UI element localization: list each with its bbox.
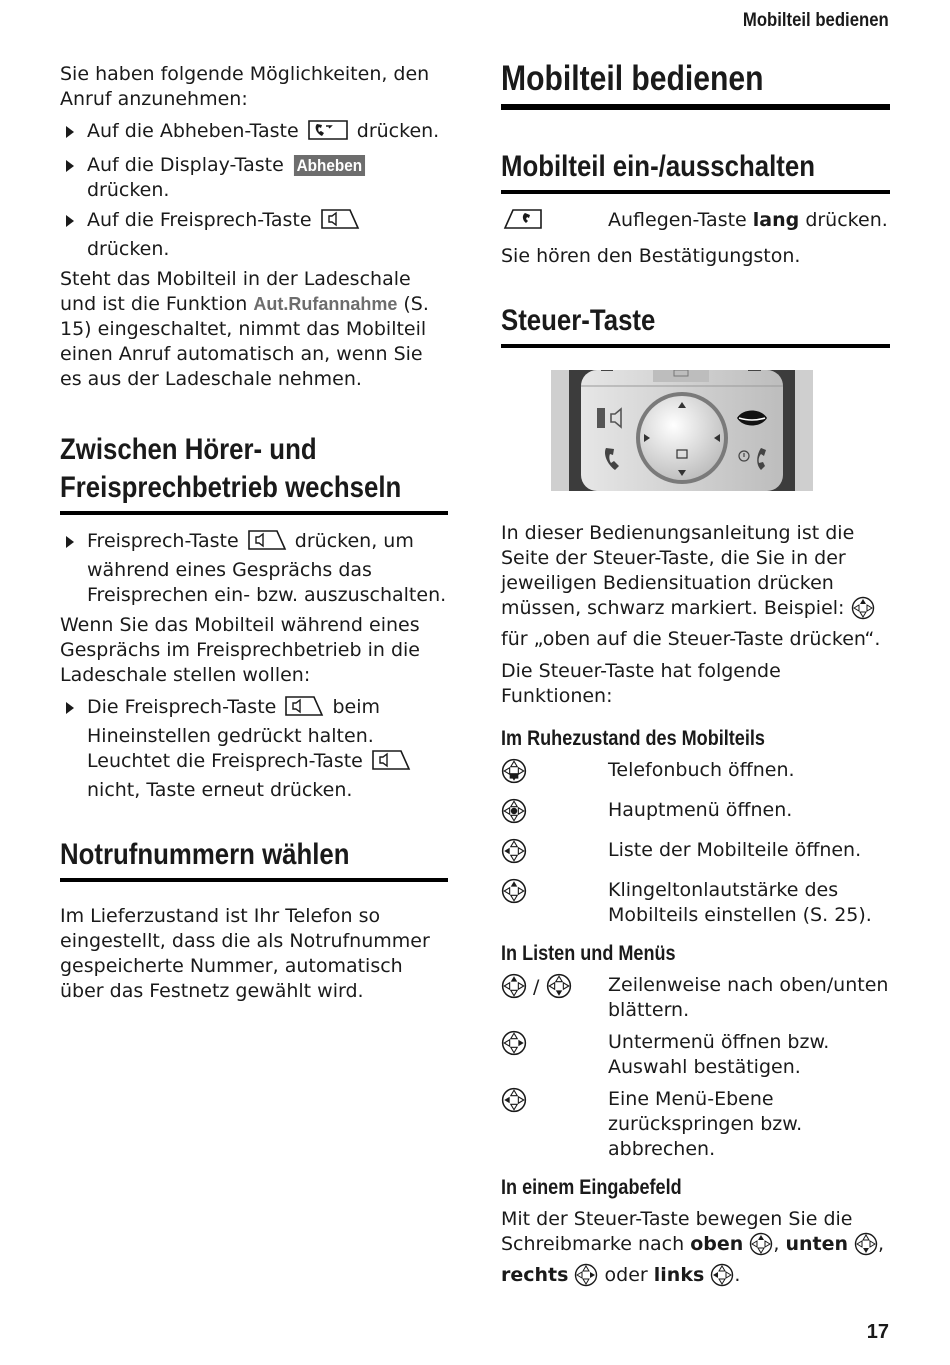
list-item: Auf die Display-Taste Abheben drücken. xyxy=(60,153,448,203)
nav-functions-intro: Die Steuer-Taste hat folgende Funktionen: xyxy=(501,660,781,707)
confirm-text: Sie hören den Bestätigungston. xyxy=(501,245,801,267)
auto-answer-paragraph: Steht das Mobilteil in der Ladeschale und ist die Funktion Aut.Rufannahme (S. 15) eingeschaltet, nimmt das Mobilteil einen Anruf automatisch an, wenn Sie es aus der Ladeschale nehmen. xyxy=(60,268,429,390)
section-title-power: Mobilteil ein-/ausschalten xyxy=(501,150,815,183)
input-paragraph: Mit der Steuer-Taste bewegen Sie die Schreibmarke nach oben , unten , rechts oder links . xyxy=(501,1207,890,1294)
separator: / xyxy=(533,976,540,998)
nav-key-left-icon xyxy=(501,1087,527,1120)
nav-key-down-icon xyxy=(546,973,572,1006)
intro-text: Sie haben folgende Möglichkeiten, den Anruf anzunehmen: xyxy=(60,63,430,110)
page-number: 17 xyxy=(866,1321,889,1343)
nav-key-down-icon xyxy=(501,758,527,791)
nav-description: In dieser Bedienungsanleitung ist die Seite der Steuer-Taste, die Sie in der jeweiligen Bediensituation drücken müssen, schwarz markiert. Beispiel: für „oben auf die Steuer-Taste drücken“. xyxy=(501,522,881,650)
phone-accept-icon xyxy=(307,119,349,148)
list-item: Auf die Freisprech-Taste drücken. xyxy=(60,208,448,262)
nav-key-up-icon xyxy=(749,1232,773,1263)
main-title: Mobilteil bedienen xyxy=(501,59,764,98)
function-row: / Zeilenweise nach oben/unten blättern. xyxy=(501,973,890,1023)
function-row: Klingeltonlautstärke des Mobilteils einstellen (S. 25). xyxy=(501,878,890,928)
nav-key-up-icon xyxy=(851,596,875,627)
section-title-emergency: Notrufnummern wählen xyxy=(60,838,350,871)
nav-key-left-icon xyxy=(710,1263,734,1294)
heading-idle: Im Ruhezustand des Mobilteils xyxy=(501,727,765,750)
speaker-icon xyxy=(247,529,287,558)
speaker-icon xyxy=(284,695,324,724)
function-row: Hauptmenü öffnen. xyxy=(501,798,890,831)
right-column xyxy=(501,58,890,1301)
list-item: Freisprech-Taste drücken, um während eines Gesprächs das Freisprechen ein- bzw. auszuschalten. xyxy=(60,529,448,608)
function-row: Eine Menü-Ebene zurückspringen bzw. abbrechen. xyxy=(501,1087,890,1162)
power-row: Auflegen-Taste lang drücken. xyxy=(501,208,890,237)
display-key-label: Abheben xyxy=(294,155,365,176)
handset-keypad-image xyxy=(551,370,813,491)
list-item: Die Freisprech-Taste beim Hineinstellen gedrückt halten. Leuchtet die Freisprech-Taste nicht, Taste erneut drücken. xyxy=(60,695,448,803)
display-term: Aut.Rufannahme xyxy=(253,294,398,314)
heading-input: In einem Eingabefeld xyxy=(501,1176,682,1199)
nav-key-down-icon xyxy=(854,1232,878,1263)
emergency-paragraph: Im Lieferzustand ist Ihr Telefon so eingestellt, dass die als Notrufnummer gespeicherte Nummer, automatisch über das Festnetz gewählt wird. xyxy=(60,905,430,1002)
section-rule xyxy=(501,344,890,348)
page-header-title: Mobilteil bedienen xyxy=(743,10,889,31)
section-title-switch: Zwischen Hörer- und Freisprechbetrieb wechseln xyxy=(60,433,402,504)
end-call-icon xyxy=(503,208,543,237)
charging-paragraph: Wenn Sie das Mobilteil während eines Gesprächs im Freisprechbetrieb in die Ladeschale stellen wollen: xyxy=(60,614,420,686)
list-item: Auf die Abheben-Taste drücken. xyxy=(60,119,448,148)
section-title-nav: Steuer-Taste xyxy=(501,304,656,337)
nav-key-left-icon xyxy=(501,838,527,871)
function-row: Liste der Mobilteile öffnen. xyxy=(501,838,890,871)
nav-key-up-icon xyxy=(501,973,527,1006)
nav-key-center-icon xyxy=(501,798,527,831)
nav-key-right-icon xyxy=(574,1263,598,1294)
function-row: Untermenü öffnen bzw. Auswahl bestätigen. xyxy=(501,1030,890,1080)
nav-key-right-icon xyxy=(501,1030,527,1063)
heading-lists: In Listen und Menüs xyxy=(501,942,676,965)
left-column xyxy=(60,62,448,1011)
nav-key-up-icon xyxy=(501,878,527,911)
speaker-icon xyxy=(371,749,411,778)
speaker-icon xyxy=(320,208,360,237)
function-row: Telefonbuch öffnen. xyxy=(501,758,890,791)
